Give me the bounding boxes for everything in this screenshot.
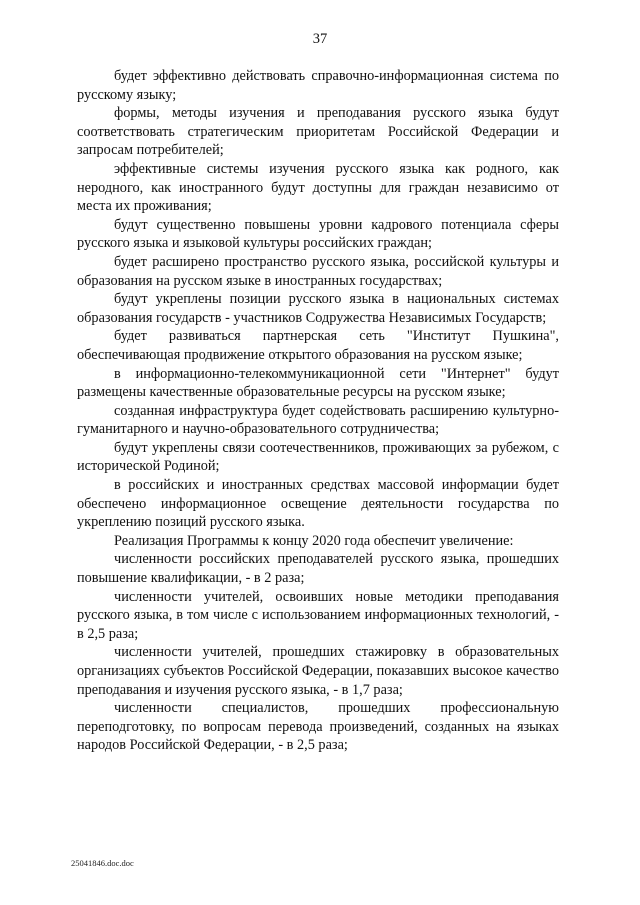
document-body [77,67,559,755]
paragraph: созданная инфраструктура будет содействовать расширению культурно-гуманитарного и научно-образовательного сотрудничества; [77,402,559,438]
paragraph: численности российских преподавателей русского языка, прошедших повышение квалификации, - в 2 раза; [77,551,559,587]
paragraph: численности учителей, прошедших стажировку в образовательных организациях субъектов Российской Федерации, показавших высокое качество преподавания и изучения русского языка, - в 1,7 раза; [77,644,559,698]
paragraph: будет расширено пространство русского языка, российской культуры и образования на русском языке в иностранных государствах; [77,253,559,289]
paragraph: в российских и иностранных средствах массовой информации будет обеспечено информационное освещение деятельности государства по укреплению позиций русского языка. [77,477,559,531]
paragraph: эффективные системы изучения русского языка как родного, как неродного, как иностранного будут доступны для граждан независимо от места их проживания; [77,160,559,215]
paragraph: будет эффективно действовать справочно-информационная система по русскому языку; [77,68,559,103]
paragraph: будут существенно повышены уровни кадрового потенциала сферы русского языка и языковой культуры российских граждан; [77,216,559,252]
paragraph: в информационно-телекоммуникационной сети "Интернет" будут размещены качественные образовательные ресурсы на русском языке; [77,365,559,401]
paragraph: будут укреплены связи соотечественников, проживающих за рубежом, с исторической Родиной; [77,439,559,475]
paragraph: численности учителей, освоивших новые методики преподавания русского языка, в том числе с использованием информационных технологий, - в 2,5 раза; [77,588,559,642]
paragraph: будет развиваться партнерская сеть "Институт Пушкина", обеспечивающая продвижение открытого образования на русском языке; [77,328,559,363]
paragraph: будут укреплены позиции русского языка в национальных системах образования государств - участников Содружества Независимых Государств; [77,291,559,326]
page-number: 37 [312,31,328,47]
paragraph: Реализация Программы к концу 2020 года обеспечит увеличение: [114,532,514,549]
paragraph: численности специалистов, прошедших профессиональную переподготовку, по вопросам перевода произведений, созданных на языках народов Российской Федерации, - в 2,5 раза; [77,700,559,754]
paragraph: формы, методы изучения и преподавания русского языка будут соответствовать стратегическим приоритетам Российской Федерации и запросам потребителей; [77,105,559,159]
footer-filename: 25041846.doc.doc [71,858,134,868]
